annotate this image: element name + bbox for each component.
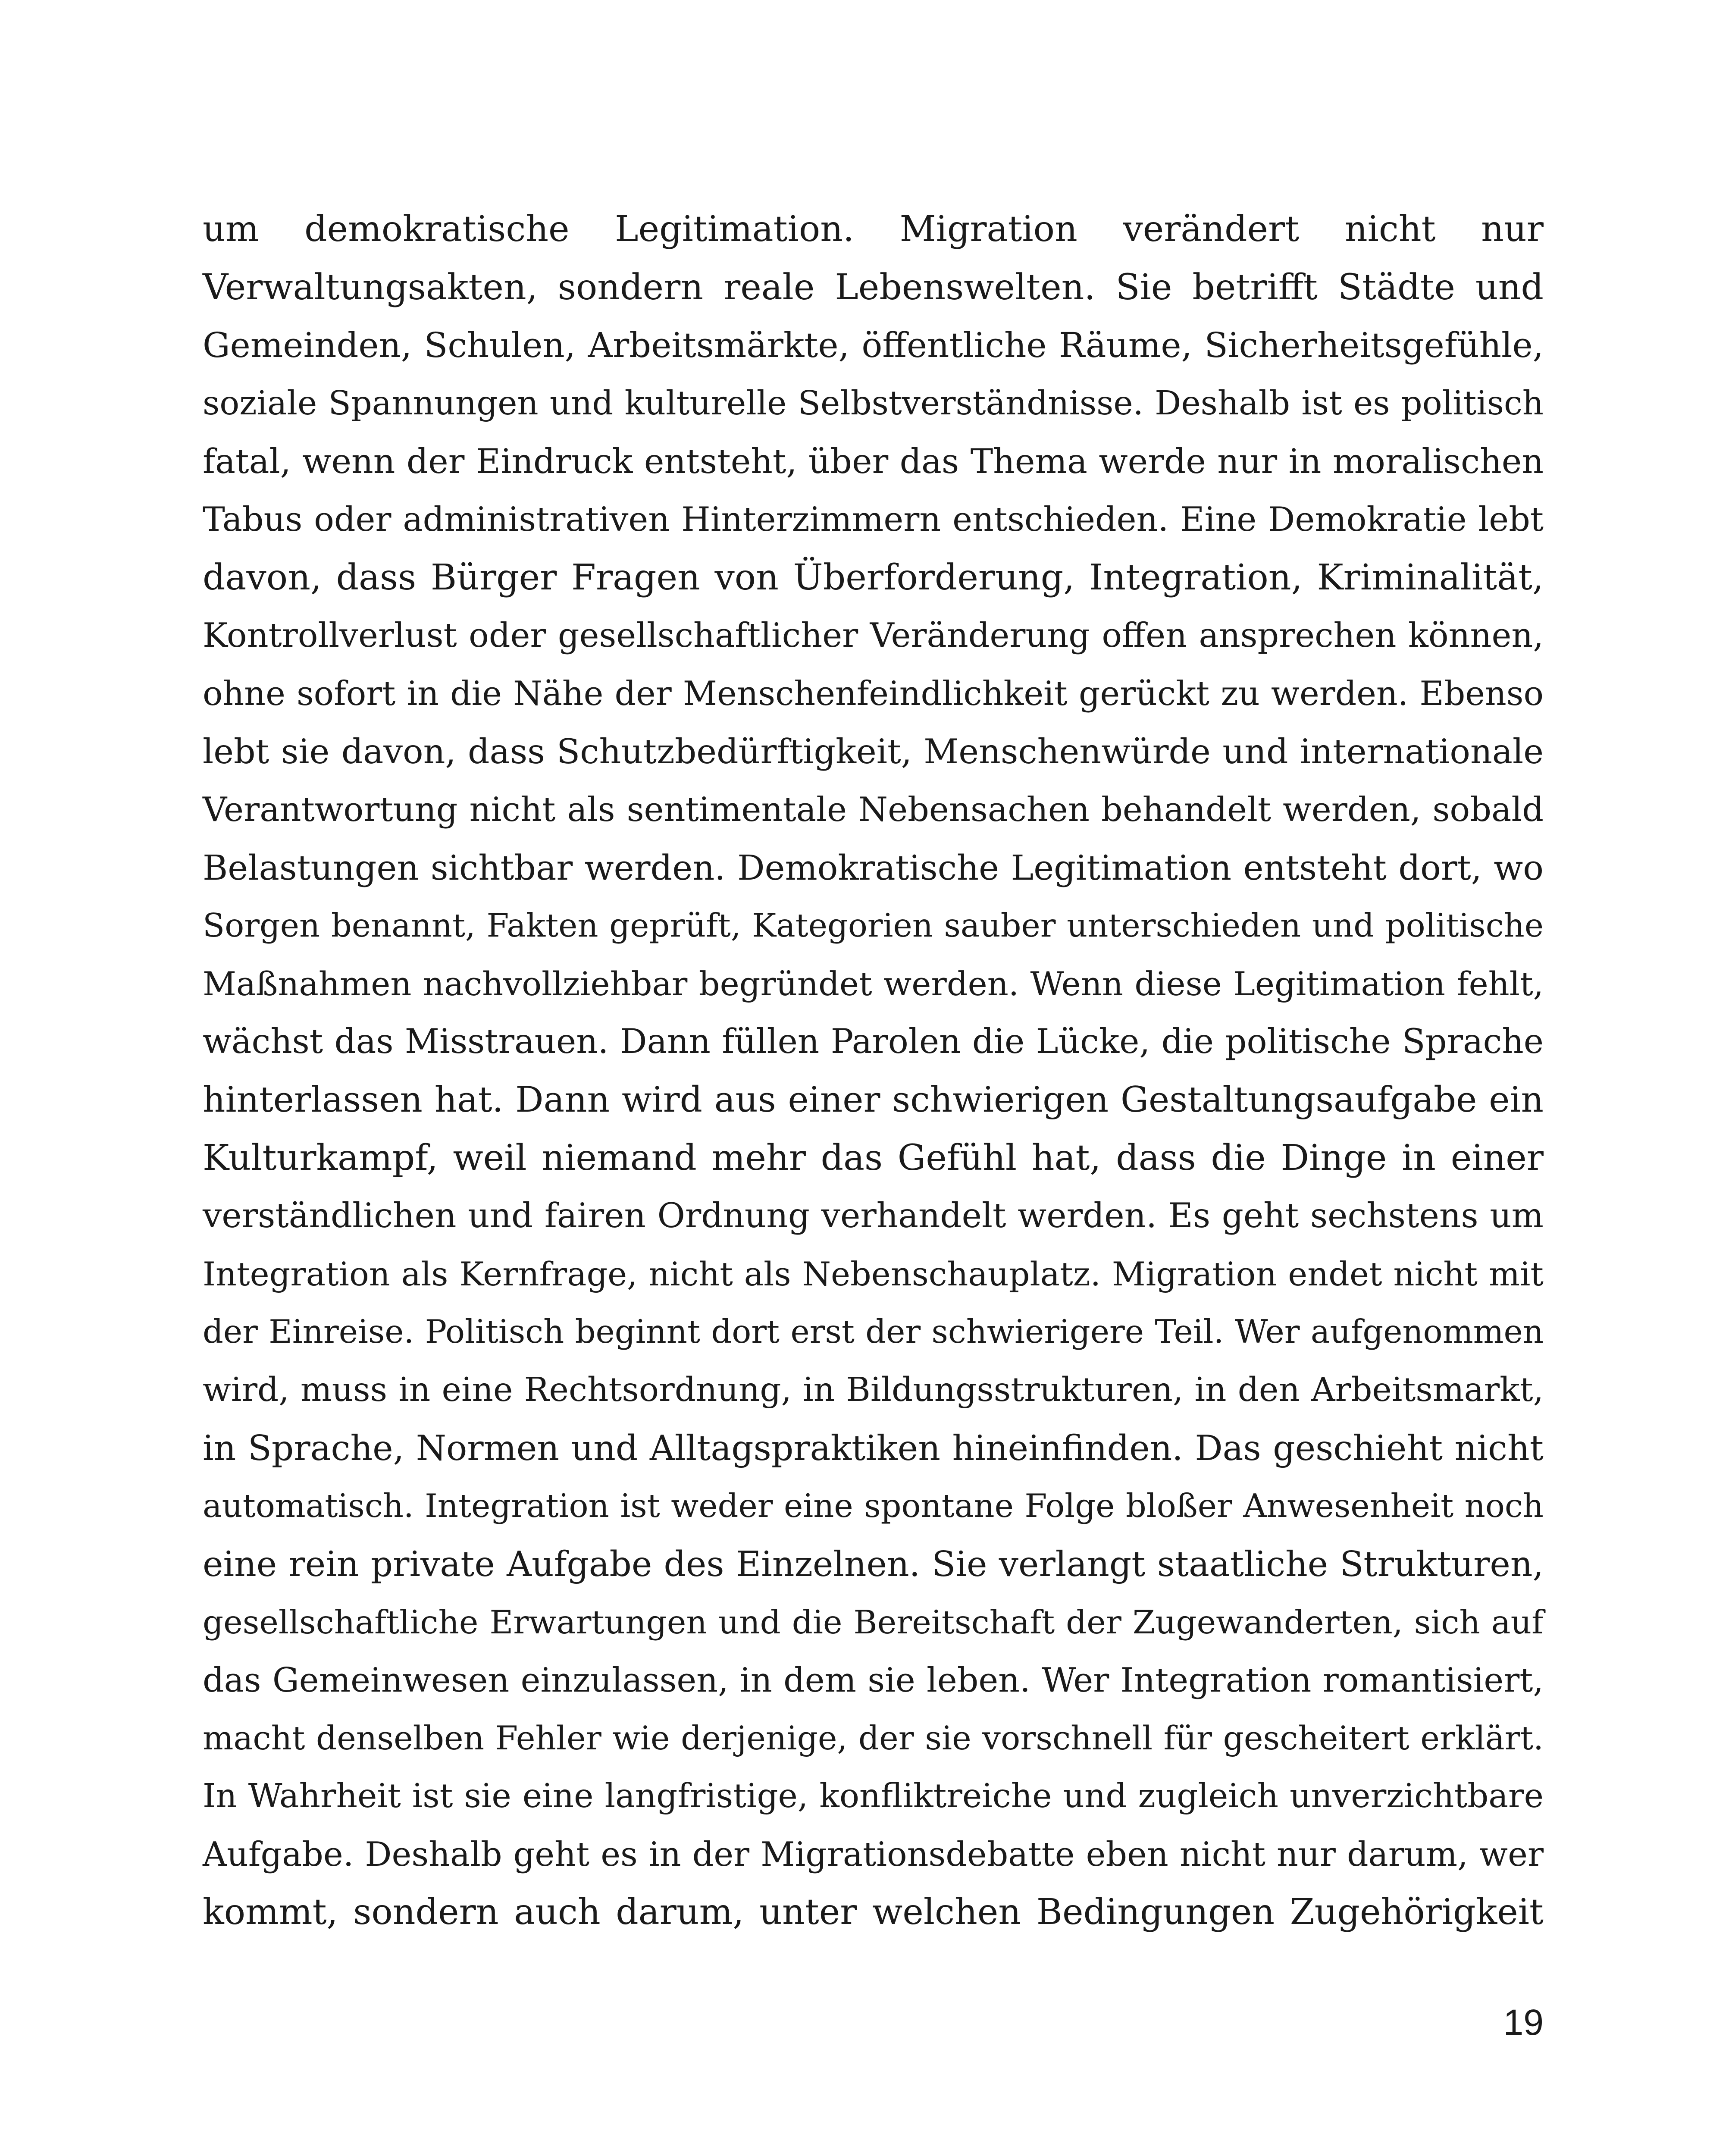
text-line: Integration als Kernfrage, nicht als Nebenschauplatz. Migration endet nicht mit	[203, 1254, 1544, 1293]
text-line: lebt sie davon, dass Schutzbedürftigkeit, Menschenwürde und internationale	[203, 732, 1544, 772]
text-line: macht denselben Fehler wie derjenige, der sie vorschnell für gescheitert erklärt.	[203, 1719, 1544, 1758]
text-line: Verantwortung nicht als sentimentale Nebensachen behandelt werden, sobald	[203, 790, 1544, 829]
text-line: Tabus oder administrativen Hinterzimmern entschieden. Eine Demokratie lebt	[203, 500, 1544, 539]
text-line: fatal, wenn der Eindruck entsteht, über das Thema werde nur in moralischen	[203, 442, 1544, 482]
text-line: In Wahrheit ist sie eine langfristige, konfliktreiche und zugleich unverzichtbare	[203, 1777, 1544, 1816]
text-line: hinterlassen hat. Dann wird aus einer schwierigen Gestaltungsaufgabe ein	[203, 1079, 1544, 1120]
text-line: eine rein private Aufgabe des Einzelnen. Sie verlangt staatliche Strukturen,	[203, 1544, 1544, 1584]
text-line: wächst das Misstrauen. Dann füllen Parolen die Lücke, die politische Sprache	[203, 1022, 1544, 1062]
text-line: Verwaltungsakten, sondern reale Lebenswelten. Sie betrifft Städte und	[203, 266, 1544, 308]
text-line: das Gemeinwesen einzulassen, in dem sie leben. Wer Integration romantisiert,	[203, 1661, 1544, 1700]
text-line: ohne sofort in die Nähe der Menschenfeindlichkeit gerückt zu werden. Ebenso	[203, 674, 1544, 713]
text-line: Belastungen sichtbar werden. Demokratische Legitimation entsteht dort, wo	[203, 847, 1544, 888]
text-line: kommt, sondern auch darum, unter welchen Bedingungen Zugehörigkeit	[203, 1892, 1544, 1933]
text-line: wird, muss in eine Rechtsordnung, in Bildungsstrukturen, in den Arbeitsmarkt,	[203, 1370, 1544, 1409]
text-line: Aufgabe. Deshalb geht es in der Migrationsdebatte eben nicht nur darum, wer	[203, 1835, 1544, 1874]
text-line: Kontrollverlust oder gesellschaftlicher Veränderung offen ansprechen können,	[203, 616, 1544, 655]
text-line: verständlichen und fairen Ordnung verhandelt werden. Es geht sechstens um	[203, 1196, 1544, 1236]
text-line: davon, dass Bürger Fragen von Überforderung, Integration, Kriminalität,	[203, 557, 1544, 598]
text-line: gesellschaftliche Erwartungen und die Bereitschaft der Zugewanderten, sich auf	[203, 1603, 1544, 1642]
body-paragraph	[203, 201, 1544, 1942]
text-line: Maßnahmen nachvollziehbar begründet werden. Wenn diese Legitimation fehlt,	[203, 964, 1544, 1003]
text-line: der Einreise. Politisch beginnt dort erst der schwierigere Teil. Wer aufgenommen	[203, 1313, 1544, 1351]
page-number: 19	[1503, 2002, 1544, 2043]
text-line: Sorgen benannt, Fakten geprüft, Kategorien sauber unterschieden und politische	[203, 907, 1544, 945]
text-line: automatisch. Integration ist weder eine spontane Folge bloßer Anwesenheit noch	[203, 1487, 1544, 1525]
text-line: soziale Spannungen und kulturelle Selbstverständnisse. Deshalb ist es politisch	[203, 384, 1544, 423]
text-line: Kulturkampf, weil niemand mehr das Gefühl hat, dass die Dinge in einer	[203, 1137, 1544, 1178]
text-line: in Sprache, Normen und Alltagspraktiken hineinfinden. Das geschieht nicht	[203, 1428, 1544, 1469]
text-line: Gemeinden, Schulen, Arbeitsmärkte, öffentliche Räume, Sicherheitsgefühle,	[203, 325, 1544, 366]
text-line: um demokratische Legitimation. Migration verändert nicht nur	[203, 209, 1544, 250]
